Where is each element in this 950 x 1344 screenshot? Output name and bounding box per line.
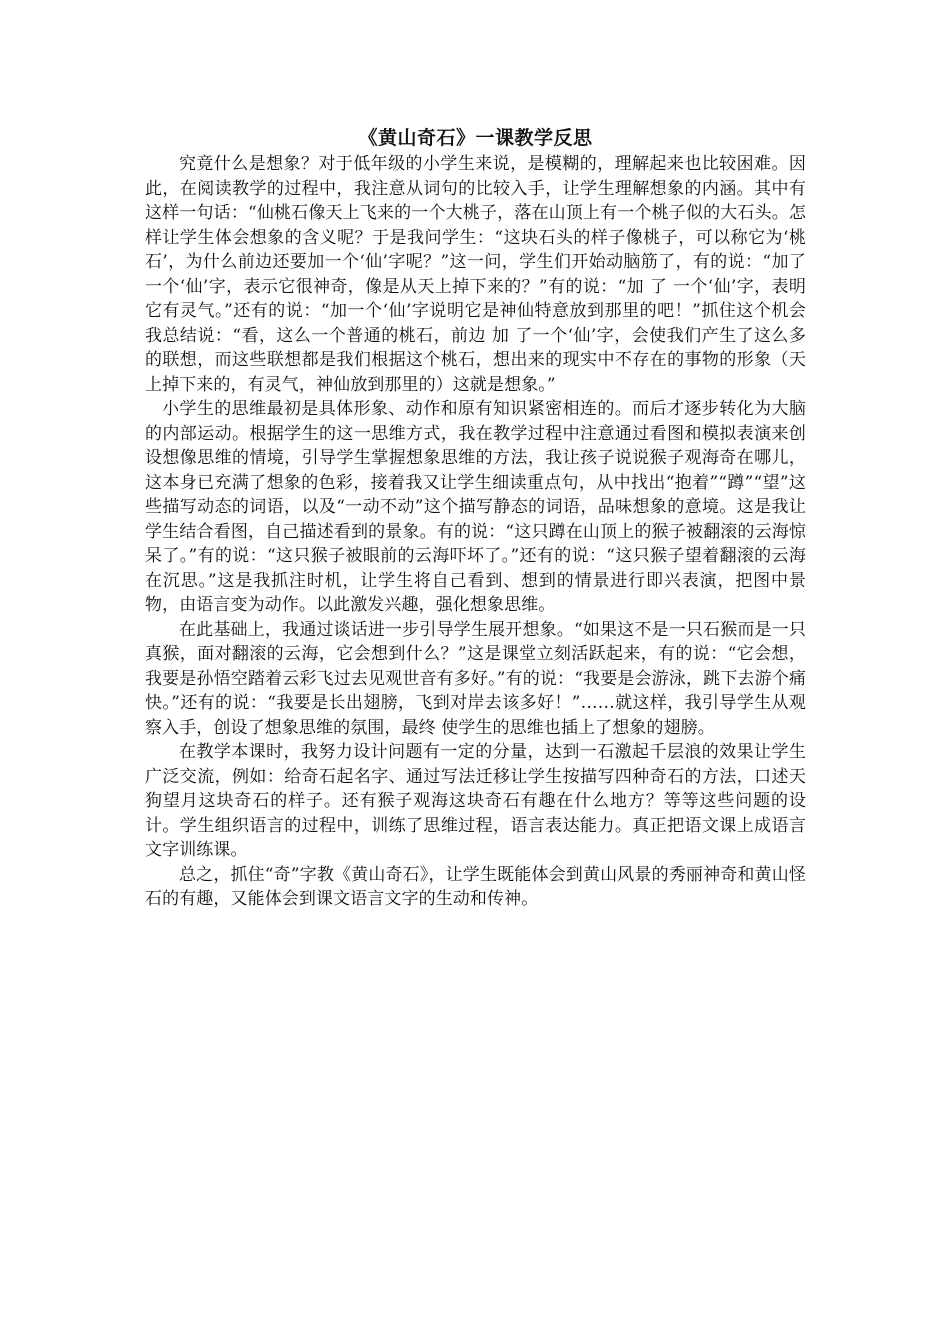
document-page <box>145 124 806 912</box>
paragraph-3: 在此基础上，我通过谈话进一步引导学生展开想象。“如果这不是一只石猴而是一只真猴，面对翻滚的云海，它会想到什么？”这是课堂立刻活跃起来，有的说：“它会想，我要是孙悟空踏着云彩飞过去见观世音有多好。”有的说：“我要是会游泳，跳下去游个痛快。”还有的说：“我要是长出翅膀，飞到对岸去该多好！”……就这样，我引导学生从观察入手，创设了想象思维的氛围，最终 使学生的思维也插上了想象的翅膀。 <box>145 619 806 738</box>
paragraph-1: 究竟什么是想象？对于低年级的小学生来说，是模糊的，理解起来也比较困难。因此，在阅读教学的过程中，我注意从词句的比较入手，让学生理解想象的内涵。其中有这样一句话：“仙桃石像天上飞来的一个大桃子，落在山顶上有一个桃子似的大石头。怎样让学生体会想象的含义呢？于是我问学生：“这块石头的样子像桃子，可以称它为‘桃石’，为什么前边还要加一个‘仙’字呢？”这一问，学生们开始动脑筋了，有的说：“加了一个‘仙’字，表示它很神奇，像是从天上掉下来的？”有的说：“加 了 一个‘仙’字，表明它有灵气。”还有的说：“加一个‘仙’字说明它是神仙特意放到那里的吧！”抓住这个机会我总结说：“看，这么一个普通的桃石，前边 加 了一个‘仙’字，会使我们产生了这么多的联想，而这些联想都是我们根据这个桃石，想出来的现实中不存在的事物的形象（天上掉下来的，有灵气，神仙放到那里的）这就是想象。” <box>145 154 806 395</box>
document-title: 《黄山奇石》一课教学反思 <box>358 127 593 149</box>
paragraph-2: 小学生的思维最初是具体形象、动作和原有知识紧密相连的。而后才逐步转化为大脑的内部运动。根据学生的这一思维方式，我在教学过程中注意通过看图和模拟表演来创设想像思维的情境，引导学生掌握想象思维的方法，我让孩子说说猴子观海奇在哪儿，这本身已充满了想象的色彩，接着我又让学生细读重点句，从中找出“抱着”“蹲”“望”这些描写动态的词语，以及“一动不动”这个描写静态的词语，品味想象的意境。这是我让学生结合看图，自己描述看到的景象。有的说：“这只蹲在山顶上的猴子被翻滚的云海惊呆了。”有的说：“这只猴子被眼前的云海吓坏了。”还有的说：“这只猴子望着翻滚的云海在沉思。”这是我抓注时机，让学生将自己看到、想到的情景进行即兴表演，把图中景物，由语言变为动作。以此激发兴趣，强化想象思维。 <box>145 399 806 615</box>
paragraph-4: 在教学本课时，我努力设计问题有一定的分量，达到一石激起千层浪的效果让学生广泛交流，例如：给奇石起名字、通过写法迁移让学生按描写四种奇石的方法，口述天狗望月这块奇石的样子。还有猴子观海这块奇石有趣在什么地方？等等这些问题的设计。学生组织语言的过程中，训练了思维过程，语言表达能力。真正把语文课上成语言文字训练课。 <box>145 742 806 860</box>
paragraph-5: 总之，抓住“奇”字教《黄山奇石》，让学生既能体会到黄山风景的秀丽神奇和黄山怪石的有趣，又能体会到课文语言文字的生动和传神。 <box>145 864 806 909</box>
